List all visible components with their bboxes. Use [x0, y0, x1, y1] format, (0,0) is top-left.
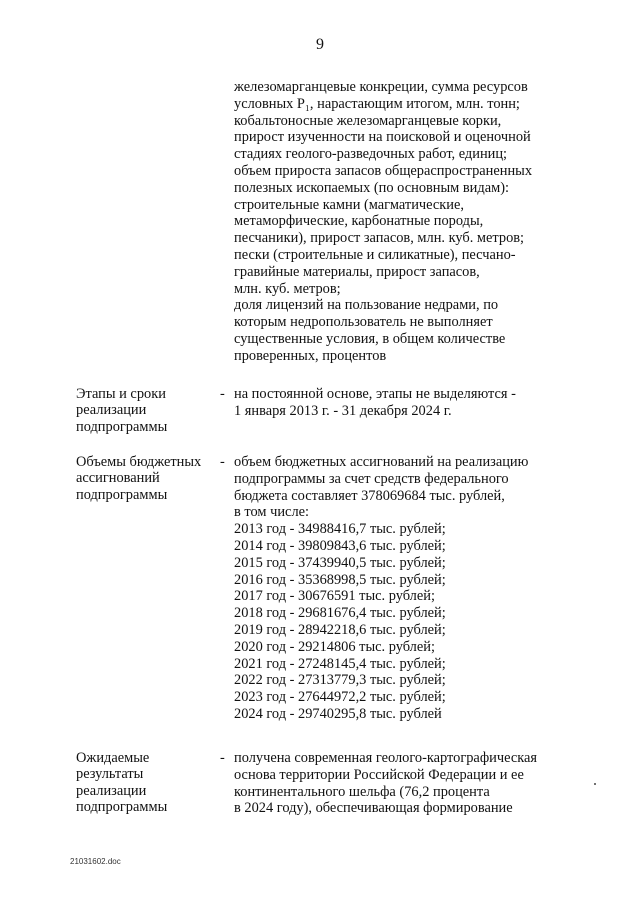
- section-label-line: ассигнований: [76, 470, 160, 487]
- continuation-line: строительные камни (магматические,: [234, 196, 464, 213]
- continuation-line: существенные условия, в общем количестве: [234, 330, 506, 347]
- continuation-line: полезных ископаемых (по основным видам):: [234, 179, 509, 196]
- section-value-line: 2018 год - 29681676,4 тыс. рублей;: [234, 605, 446, 622]
- section-value-line: 2014 год - 39809843,6 тыс. рублей;: [234, 537, 446, 554]
- footer-doc-code: 21031602.doc: [70, 857, 121, 866]
- section-budget-value: [234, 454, 594, 723]
- section-value-line: 2019 год - 28942218,6 тыс. рублей;: [234, 621, 446, 638]
- continuation-line: проверенных, процентов: [234, 347, 387, 364]
- section-value-line: 2013 год - 34988416,7 тыс. рублей;: [234, 521, 446, 538]
- section-value-line: 2017 год - 30676591 тыс. рублей;: [234, 588, 435, 605]
- section-label-line: Ожидаемые: [76, 750, 150, 766]
- section-budget-dash: -: [220, 454, 225, 470]
- section-results-value: [234, 750, 594, 817]
- section-value-line: основа территории Российской Федерации и ее: [234, 766, 524, 783]
- section-value-line: 2024 год - 29740295,8 тыс. рублей: [234, 705, 442, 722]
- section-value-line: объем бюджетных ассигнований на реализацию: [234, 454, 529, 470]
- section-label-line: реализации: [76, 782, 147, 799]
- continuation-line: прирост изученности на поисковой и оценочной: [234, 129, 531, 146]
- continuation-line: стадиях геолого-разведочных работ, единиц;: [234, 146, 508, 163]
- section-label-line: результаты: [76, 766, 144, 783]
- section-value-line: 2021 год - 27248145,4 тыс. рублей;: [234, 655, 446, 672]
- section-stages-dash: -: [220, 386, 225, 402]
- section-budget-label: [76, 454, 221, 503]
- continuation-line: условных P₁, нарастающим итогом, млн. тонн;: [234, 95, 520, 112]
- continuation-lines: [234, 79, 594, 365]
- scan-dot-mark: [594, 783, 596, 785]
- section-value-line: подпрограммы за счет средств федерального: [234, 470, 509, 487]
- section-value-line: 2020 год - 29214806 тыс. рублей;: [234, 638, 435, 655]
- section-value-line: континентального шельфа (76,2 процента: [234, 783, 490, 800]
- section-label-line: подпрограммы: [76, 486, 168, 503]
- section-label-line: Этапы и сроки: [76, 386, 166, 402]
- section-value-line: 2022 год - 27313779,3 тыс. рублей;: [234, 672, 446, 689]
- continuation-line: песчаники), прирост запасов, млн. куб. метров;: [234, 230, 525, 247]
- section-value-line: 1 января 2013 г. - 31 декабря 2024 г.: [234, 402, 452, 419]
- continuation-line: млн. куб. метров;: [234, 280, 341, 297]
- section-value-line: 2016 год - 35368998,5 тыс. рублей;: [234, 571, 446, 588]
- section-value-line: 2015 год - 37439940,5 тыс. рублей;: [234, 554, 446, 571]
- section-label-line: подпрограммы: [76, 418, 168, 435]
- continuation-line: гравийные материалы, прирост запасов,: [234, 263, 480, 280]
- section-stages-value: [234, 386, 594, 420]
- continuation-line: кобальтоносные железомарганцевые корки,: [234, 112, 502, 129]
- continuation-line: железомарганцевые конкреции, сумма ресурсов: [234, 79, 528, 95]
- section-results-label: [76, 750, 221, 816]
- section-value-line: 2023 год - 27644972,2 тыс. рублей;: [234, 689, 446, 706]
- section-results-dash: -: [220, 750, 225, 766]
- continuation-line: доля лицензий на пользование недрами, по: [234, 297, 499, 314]
- section-value-line: бюджета составляет 378069684 тыс. рублей,: [234, 487, 505, 504]
- continuation-line: пески (строительные и силикатные), песчано-: [234, 246, 516, 263]
- continuation-line: объем прироста запасов общераспространенных: [234, 162, 533, 179]
- section-value-line: на постоянной основе, этапы не выделяются -: [234, 386, 516, 402]
- section-label-line: реализации: [76, 402, 147, 419]
- section-label-line: подпрограммы: [76, 799, 168, 816]
- continuation-line: которым недропользователь не выполняет: [234, 314, 493, 331]
- section-value-line: в том числе:: [234, 504, 310, 521]
- page-number: 9: [316, 36, 324, 53]
- continuation-line: метаморфические, карбонатные породы,: [234, 213, 484, 230]
- section-value-line: в 2024 году), обеспечивающая формирование: [234, 800, 513, 817]
- section-label-line: Объемы бюджетных: [76, 454, 202, 470]
- section-value-line: получена современная геолого-картографическая: [234, 750, 537, 766]
- section-stages-label: [76, 386, 221, 435]
